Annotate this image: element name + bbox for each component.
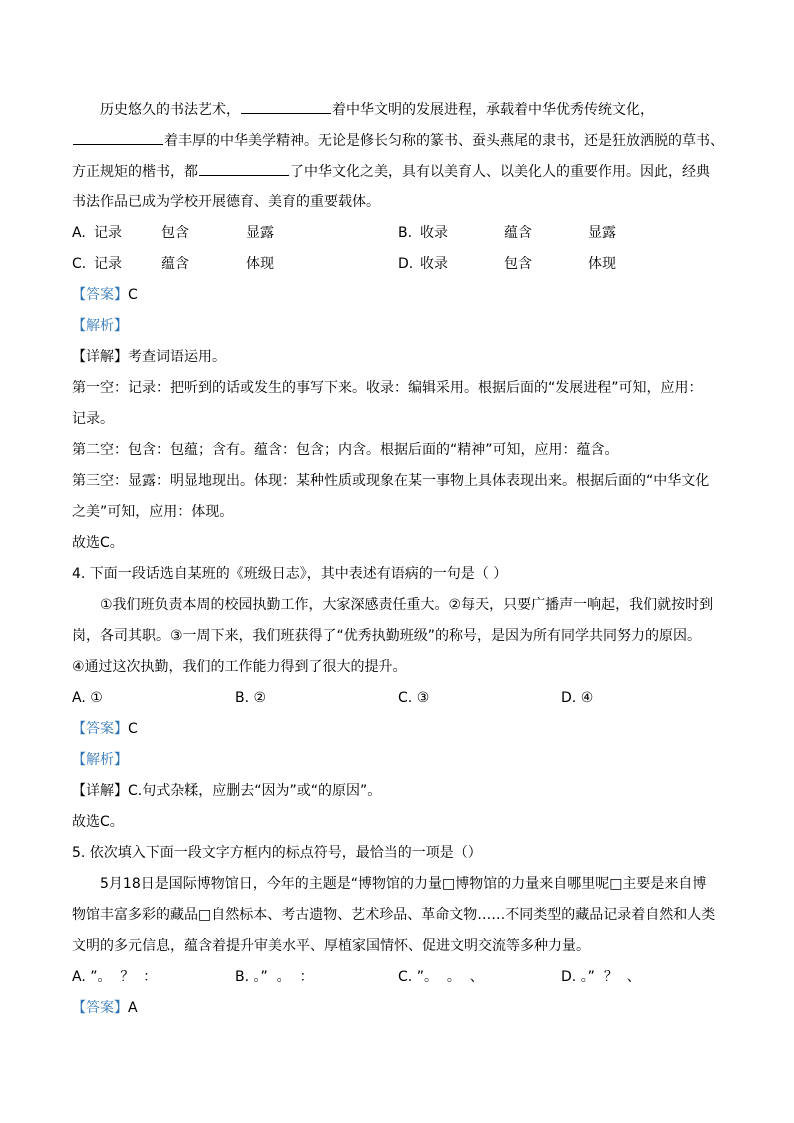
q4-analysis: [72, 750, 724, 781]
q5-passage-line: 物馆丰富多彩的藏品□自然标本、考古遗物、艺术珍品、革命文物……不同类型的藏品记录着自然和人类: [72, 907, 716, 923]
option-c-word-1: 记录: [94, 256, 122, 272]
passage-text: 了中华文化之美，具有以美育人、以美化人的重要作用。因此，经典: [290, 164, 710, 180]
q3-passage-line-1: [72, 99, 724, 130]
analysis-tag: 【解析】: [72, 752, 128, 768]
q4-conclusion: 故选C。: [72, 814, 124, 830]
fill-blank-2: [73, 130, 163, 145]
option-text: ”。 。 、: [416, 969, 484, 985]
q3-detail-line: 【详解】考查词语运用。: [72, 349, 226, 365]
q3-detail-line: 之美”可知，应用：体现。: [72, 504, 234, 520]
analysis-tag: 【解析】: [72, 318, 128, 334]
answer-tag: 【答案】: [72, 287, 128, 303]
q5-passage-line: 5月18日是国际博物馆日，今年的主题是“博物馆的力量□博物馆的力量来自哪里呢□主要是来自博: [100, 876, 707, 892]
q5-option-b: [235, 967, 398, 998]
q4-option-c: [398, 688, 561, 719]
q4-option-d: [561, 688, 724, 719]
option-d-word-2: 包含: [504, 256, 532, 272]
q3-detail-line: 记录。: [72, 411, 114, 427]
q3-detail-line: 第一空：记录：把听到的话或发生的事写下来。收录：编辑采用。根据后面的“发展进程”可知，应用：: [72, 380, 703, 396]
q3-options-row-1: [72, 223, 724, 254]
option-label: B.: [235, 969, 250, 985]
passage-text: 方正规矩的楷书，都: [72, 164, 198, 180]
q3-passage-line-3: [72, 161, 724, 192]
passage-text: 书法作品已成为学校开展德育、美育的重要载体。: [72, 194, 380, 210]
option-c-label: C.: [72, 256, 87, 272]
option-text: 。” 。 ：: [253, 969, 314, 985]
answer-tag: 【答案】: [72, 721, 128, 737]
q4-answer: [72, 719, 724, 750]
option-c-word-2: 蕴含: [161, 256, 189, 272]
option-a-word-1: 记录: [94, 225, 122, 241]
q3-conclusion: 故选C。: [72, 535, 124, 551]
q5-options-row: [72, 967, 724, 998]
q4-option-a: [72, 688, 235, 719]
answer-value: C: [128, 721, 138, 737]
option-label: B.: [235, 690, 250, 706]
q5-option-d: [561, 967, 724, 998]
q3-passage-line-4: [72, 192, 724, 223]
q5-question: 5. 依次填入下面一段文字方框内的标点符号，最恰当的一项是（）: [72, 845, 482, 861]
option-text: 。” ？ 、: [580, 969, 641, 985]
option-label: D.: [561, 969, 577, 985]
option-text: ②: [253, 690, 267, 706]
answer-tag: 【答案】: [72, 1000, 128, 1016]
option-b-word-3: 显露: [588, 225, 616, 241]
q5-option-a: [72, 967, 235, 998]
answer-value: A: [128, 1000, 138, 1016]
q4-passage-line: 岗，各司其职。③一周下来，我们班获得了“优秀执勤班级”的称号，是因为所有同学共同努力的原因。: [72, 628, 702, 644]
option-label: C.: [398, 690, 413, 706]
option-label: A.: [72, 690, 86, 706]
option-text: ④: [580, 690, 594, 706]
option-d-label: D.: [398, 256, 414, 272]
option-a-word-2: 包含: [161, 225, 189, 241]
q3-analysis: [72, 316, 724, 347]
option-d-word-3: 体现: [588, 256, 616, 272]
document-page: [72, 99, 724, 1029]
q3-answer: [72, 285, 724, 316]
q4-passage-line: ①我们班负责本周的校园执勤工作，大家深感责任重大。②每天，只要广播声一响起，我们就按时到: [100, 597, 714, 613]
q5-answer: [72, 998, 724, 1029]
q5-option-c: [398, 967, 561, 998]
option-a-word-3: 显露: [246, 225, 274, 241]
q4-options-row: [72, 688, 724, 719]
option-label: A.: [72, 969, 86, 985]
option-a-label: A.: [72, 225, 86, 241]
answer-value: C: [128, 287, 138, 303]
q4-option-b: [235, 688, 398, 719]
q4-detail-line: 【详解】C.句式杂糅，应删去“因为”或“的原因”。: [72, 783, 382, 799]
option-b-word-1: 收录: [420, 225, 448, 241]
passage-text: 着中华文明的发展进程，承载着中华优秀传统文化，: [332, 102, 654, 118]
q4-question: 4. 下面一段话选自某班的《班级日志》，其中表述有语病的一句是（ ）: [72, 566, 508, 582]
q3-passage-line-2: [72, 130, 724, 161]
fill-blank-3: [199, 161, 289, 176]
q3-detail-line: 第三空：显露：明显地现出。体现：某种性质或现象在某一事物上具体表现出来。根据后面的“中华文化: [72, 473, 710, 489]
option-text: ①: [90, 690, 103, 706]
q3-detail-line: 第二空：包含：包蕴；含有。蕴含：包含；内含。根据后面的“精神”可知，应用：蕴含。: [72, 442, 619, 458]
option-c-word-3: 体现: [246, 256, 274, 272]
option-text: ③: [416, 690, 430, 706]
q5-passage-line: 文明的多元信息，蕴含着提升审美水平、厚植家国情怀、促进文明交流等多种力量。: [72, 938, 590, 954]
option-d-word-1: 收录: [420, 256, 448, 272]
option-label: D.: [561, 690, 577, 706]
option-b-label: B.: [398, 225, 413, 241]
option-b-word-2: 蕴含: [504, 225, 532, 241]
q3-options-row-2: [72, 254, 724, 285]
passage-text: 着丰厚的中华美学精神。无论是修长匀称的篆书、蚕头燕尾的隶书，还是狂放洒脱的草书、: [164, 133, 724, 149]
option-label: C.: [398, 969, 413, 985]
fill-blank-1: [241, 99, 331, 114]
q4-passage-line: ④通过这次执勤，我们的工作能力得到了很大的提升。: [72, 659, 407, 675]
passage-text: 历史悠久的书法艺术，: [100, 102, 240, 118]
option-text: ”。 ？ ：: [90, 969, 158, 985]
